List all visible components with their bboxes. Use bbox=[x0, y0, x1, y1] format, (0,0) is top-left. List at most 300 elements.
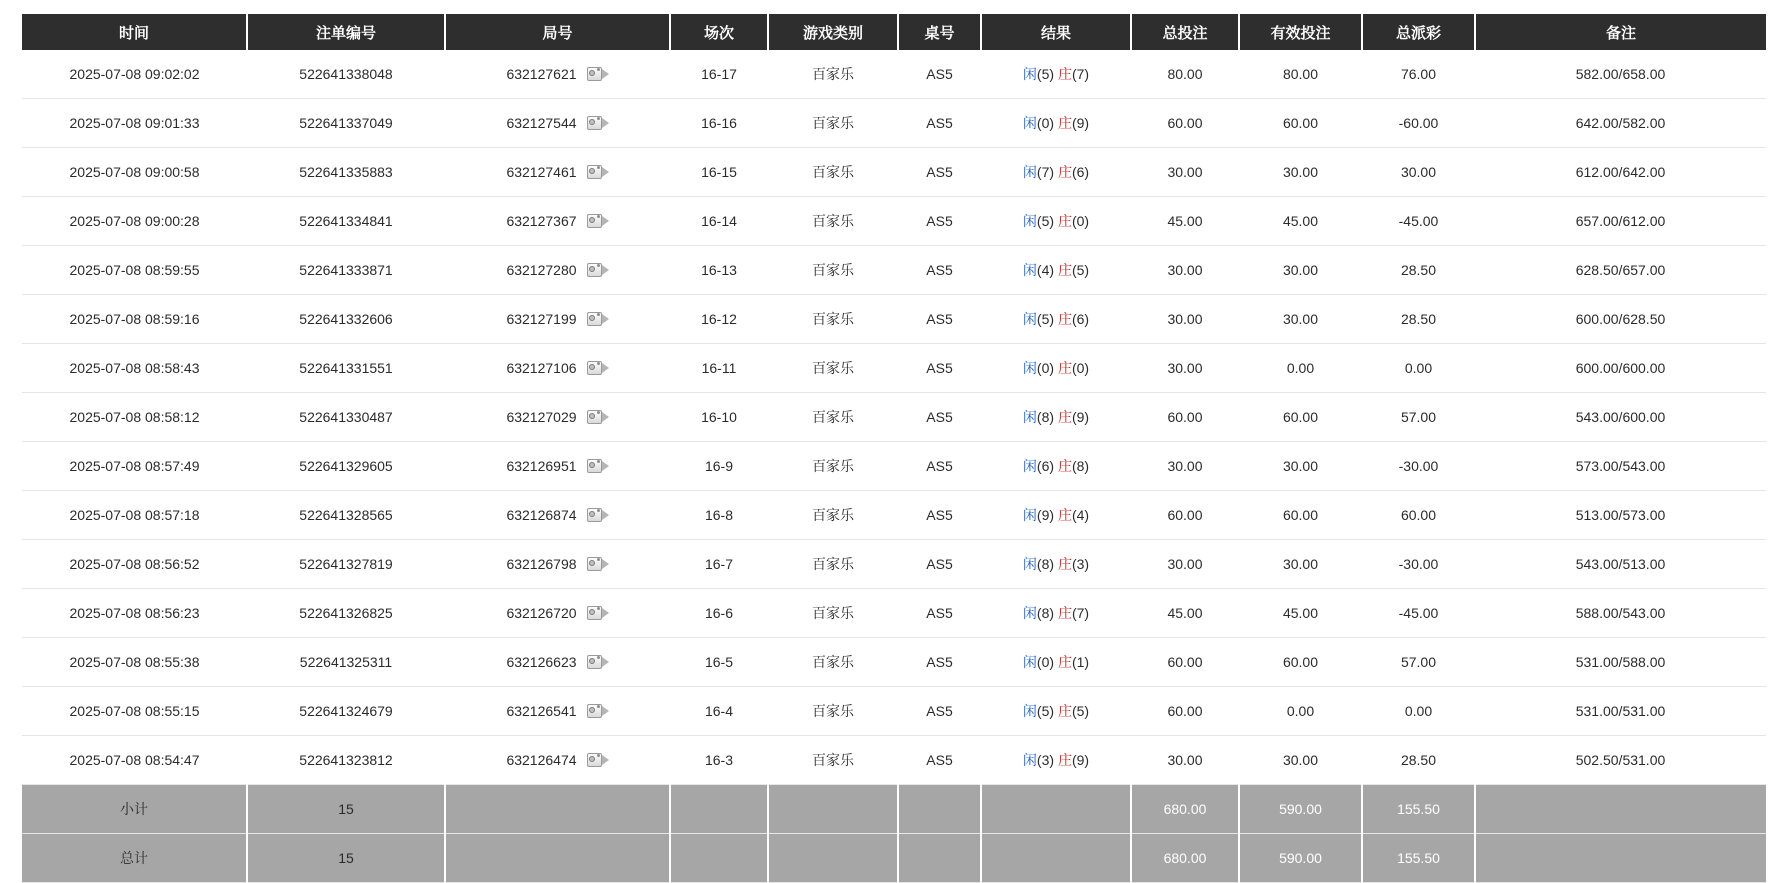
cell-order-no: 522641326825 bbox=[247, 589, 445, 638]
cell-session: 16-9 bbox=[670, 442, 768, 491]
round-no-label: 632127367 bbox=[506, 213, 577, 229]
result-player-label: 闲 bbox=[1022, 409, 1037, 425]
result-banker-value: (9) bbox=[1071, 752, 1090, 768]
cell-round-no bbox=[445, 246, 670, 295]
result-player-label: 闲 bbox=[1022, 262, 1037, 278]
result-player-value: (8) bbox=[1036, 556, 1055, 572]
subtotal-blank-round bbox=[445, 785, 670, 834]
result-player-label: 闲 bbox=[1022, 66, 1037, 82]
cell-remark: 657.00/612.00 bbox=[1475, 197, 1766, 246]
cell-remark: 642.00/582.00 bbox=[1475, 99, 1766, 148]
table-row[interactable] bbox=[22, 687, 1766, 736]
cell-round-no bbox=[445, 540, 670, 589]
result-banker-value: (7) bbox=[1071, 66, 1090, 82]
round-no-label: 632126623 bbox=[506, 654, 577, 670]
result-player-label: 闲 bbox=[1022, 115, 1037, 131]
cell-order-no: 522641327819 bbox=[247, 540, 445, 589]
round-no-label: 632126474 bbox=[506, 752, 577, 768]
cell-result bbox=[981, 148, 1131, 197]
cell-table-no: AS5 bbox=[898, 393, 981, 442]
round-cell bbox=[449, 653, 666, 671]
video-camera-icon[interactable] bbox=[587, 702, 609, 720]
round-cell bbox=[449, 457, 666, 475]
cell-round-no bbox=[445, 197, 670, 246]
result-banker-label: 庄 bbox=[1057, 311, 1072, 327]
table-row[interactable] bbox=[22, 344, 1766, 393]
cell-session: 16-6 bbox=[670, 589, 768, 638]
cell-result bbox=[981, 491, 1131, 540]
result-player-value: (7) bbox=[1036, 164, 1055, 180]
cell-round-no bbox=[445, 491, 670, 540]
cell-time: 2025-07-08 08:59:55 bbox=[22, 246, 247, 295]
result-banker-value: (7) bbox=[1071, 605, 1090, 621]
cell-round-no bbox=[445, 99, 670, 148]
video-camera-icon[interactable] bbox=[587, 457, 609, 475]
column-header-session[interactable]: 场次 bbox=[670, 14, 768, 50]
column-header-time[interactable]: 时间 bbox=[22, 14, 247, 50]
subtotal-total-payout: 155.50 bbox=[1362, 785, 1475, 834]
result-player-value: (8) bbox=[1036, 605, 1055, 621]
cell-game-type: 百家乐 bbox=[768, 99, 898, 148]
round-cell bbox=[449, 65, 666, 83]
round-cell bbox=[449, 114, 666, 132]
cell-total-bet: 60.00 bbox=[1131, 491, 1239, 540]
cell-round-no bbox=[445, 589, 670, 638]
result-player-value: (5) bbox=[1036, 311, 1055, 327]
cell-total-bet: 60.00 bbox=[1131, 687, 1239, 736]
video-camera-icon[interactable] bbox=[587, 163, 609, 181]
cell-result bbox=[981, 589, 1131, 638]
cell-valid-bet: 30.00 bbox=[1239, 148, 1362, 197]
round-no-label: 632127199 bbox=[506, 311, 577, 327]
cell-round-no bbox=[445, 736, 670, 785]
cell-order-no: 522641332606 bbox=[247, 295, 445, 344]
round-no-label: 632126720 bbox=[506, 605, 577, 621]
subtotal-row bbox=[22, 785, 1766, 834]
column-header-round-no[interactable]: 局号 bbox=[445, 14, 670, 50]
total-row bbox=[22, 834, 1766, 883]
result-player-label: 闲 bbox=[1022, 654, 1037, 670]
column-header-total-payout[interactable]: 总派彩 bbox=[1362, 14, 1475, 50]
table-row[interactable] bbox=[22, 50, 1766, 99]
cell-total-bet: 45.00 bbox=[1131, 589, 1239, 638]
cell-total-payout: -45.00 bbox=[1362, 589, 1475, 638]
result-banker-label: 庄 bbox=[1057, 752, 1072, 768]
round-no-label: 632127621 bbox=[506, 66, 577, 82]
cell-total-payout: 57.00 bbox=[1362, 638, 1475, 687]
result-player-label: 闲 bbox=[1022, 703, 1037, 719]
cell-session: 16-17 bbox=[670, 50, 768, 99]
result-player-value: (9) bbox=[1036, 507, 1055, 523]
round-cell bbox=[449, 702, 666, 720]
result-player-value: (0) bbox=[1036, 360, 1055, 376]
subtotal-blank-remark bbox=[1475, 785, 1766, 834]
cell-time: 2025-07-08 08:57:18 bbox=[22, 491, 247, 540]
cell-result bbox=[981, 638, 1131, 687]
cell-time: 2025-07-08 09:01:33 bbox=[22, 99, 247, 148]
column-header-order-no[interactable]: 注单编号 bbox=[247, 14, 445, 50]
cell-total-bet: 60.00 bbox=[1131, 638, 1239, 687]
result-banker-label: 庄 bbox=[1057, 213, 1072, 229]
cell-total-payout: -30.00 bbox=[1362, 442, 1475, 491]
video-camera-icon[interactable] bbox=[587, 408, 609, 426]
total-valid-bet: 590.00 bbox=[1239, 834, 1362, 883]
result-banker-value: (4) bbox=[1071, 507, 1090, 523]
cell-time: 2025-07-08 09:00:28 bbox=[22, 197, 247, 246]
video-camera-icon[interactable] bbox=[587, 506, 609, 524]
result-player-label: 闲 bbox=[1022, 164, 1037, 180]
total-blank-round bbox=[445, 834, 670, 883]
cell-valid-bet: 0.00 bbox=[1239, 344, 1362, 393]
result-player-label: 闲 bbox=[1022, 360, 1037, 376]
cell-table-no: AS5 bbox=[898, 687, 981, 736]
cell-session: 16-7 bbox=[670, 540, 768, 589]
cell-valid-bet: 60.00 bbox=[1239, 393, 1362, 442]
cell-table-no: AS5 bbox=[898, 197, 981, 246]
cell-game-type: 百家乐 bbox=[768, 736, 898, 785]
subtotal-blank-gametype bbox=[768, 785, 898, 834]
cell-table-no: AS5 bbox=[898, 148, 981, 197]
cell-remark: 543.00/513.00 bbox=[1475, 540, 1766, 589]
cell-remark: 531.00/531.00 bbox=[1475, 687, 1766, 736]
result-player-label: 闲 bbox=[1022, 213, 1037, 229]
cell-remark: 573.00/543.00 bbox=[1475, 442, 1766, 491]
result-banker-value: (3) bbox=[1071, 556, 1090, 572]
result-player-value: (5) bbox=[1036, 703, 1055, 719]
cell-round-no bbox=[445, 638, 670, 687]
cell-total-bet: 80.00 bbox=[1131, 50, 1239, 99]
cell-valid-bet: 30.00 bbox=[1239, 295, 1362, 344]
cell-total-bet: 60.00 bbox=[1131, 393, 1239, 442]
cell-total-bet: 30.00 bbox=[1131, 246, 1239, 295]
table-row[interactable] bbox=[22, 197, 1766, 246]
cell-total-payout: -30.00 bbox=[1362, 540, 1475, 589]
result-banker-label: 庄 bbox=[1057, 654, 1072, 670]
total-total-payout: 155.50 bbox=[1362, 834, 1475, 883]
table-header bbox=[22, 14, 1766, 50]
round-no-label: 632127544 bbox=[506, 115, 577, 131]
cell-table-no: AS5 bbox=[898, 295, 981, 344]
column-header-game-type[interactable]: 游戏类别 bbox=[768, 14, 898, 50]
cell-valid-bet: 60.00 bbox=[1239, 491, 1362, 540]
cell-round-no bbox=[445, 344, 670, 393]
cell-order-no: 522641325311 bbox=[247, 638, 445, 687]
column-header-result[interactable]: 结果 bbox=[981, 14, 1131, 50]
round-cell bbox=[449, 261, 666, 279]
round-cell bbox=[449, 212, 666, 230]
table-row[interactable] bbox=[22, 442, 1766, 491]
result-banker-label: 庄 bbox=[1057, 115, 1072, 131]
cell-valid-bet: 30.00 bbox=[1239, 442, 1362, 491]
result-banker-value: (0) bbox=[1071, 213, 1090, 229]
cell-valid-bet: 45.00 bbox=[1239, 197, 1362, 246]
result-banker-value: (1) bbox=[1071, 654, 1090, 670]
cell-remark: 543.00/600.00 bbox=[1475, 393, 1766, 442]
result-banker-value: (9) bbox=[1071, 115, 1090, 131]
cell-time: 2025-07-08 08:55:15 bbox=[22, 687, 247, 736]
result-banker-value: (6) bbox=[1071, 164, 1090, 180]
cell-result bbox=[981, 442, 1131, 491]
cell-game-type: 百家乐 bbox=[768, 589, 898, 638]
cell-total-payout: 76.00 bbox=[1362, 50, 1475, 99]
cell-valid-bet: 30.00 bbox=[1239, 736, 1362, 785]
round-no-label: 632126874 bbox=[506, 507, 577, 523]
round-cell bbox=[449, 163, 666, 181]
result-banker-label: 庄 bbox=[1057, 262, 1072, 278]
cell-game-type: 百家乐 bbox=[768, 393, 898, 442]
result-banker-label: 庄 bbox=[1057, 556, 1072, 572]
cell-total-bet: 30.00 bbox=[1131, 442, 1239, 491]
cell-table-no: AS5 bbox=[898, 50, 981, 99]
cell-result bbox=[981, 736, 1131, 785]
cell-valid-bet: 80.00 bbox=[1239, 50, 1362, 99]
table-row[interactable] bbox=[22, 638, 1766, 687]
table-row[interactable] bbox=[22, 736, 1766, 785]
cell-valid-bet: 30.00 bbox=[1239, 540, 1362, 589]
video-camera-icon[interactable] bbox=[587, 212, 609, 230]
cell-remark: 600.00/600.00 bbox=[1475, 344, 1766, 393]
cell-session: 16-15 bbox=[670, 148, 768, 197]
cell-table-no: AS5 bbox=[898, 491, 981, 540]
round-cell bbox=[449, 310, 666, 328]
table-row[interactable] bbox=[22, 246, 1766, 295]
cell-remark: 502.50/531.00 bbox=[1475, 736, 1766, 785]
cell-total-payout: 0.00 bbox=[1362, 344, 1475, 393]
result-banker-label: 庄 bbox=[1057, 164, 1072, 180]
column-header-total-bet[interactable]: 总投注 bbox=[1131, 14, 1239, 50]
cell-total-bet: 30.00 bbox=[1131, 344, 1239, 393]
cell-result bbox=[981, 295, 1131, 344]
round-no-label: 632127029 bbox=[506, 409, 577, 425]
round-no-label: 632127280 bbox=[506, 262, 577, 278]
bet-history-table bbox=[22, 14, 1766, 883]
cell-table-no: AS5 bbox=[898, 246, 981, 295]
total-blank-gametype bbox=[768, 834, 898, 883]
cell-time: 2025-07-08 09:02:02 bbox=[22, 50, 247, 99]
cell-total-payout: 28.50 bbox=[1362, 736, 1475, 785]
total-blank-remark bbox=[1475, 834, 1766, 883]
cell-time: 2025-07-08 08:54:47 bbox=[22, 736, 247, 785]
video-camera-icon[interactable] bbox=[587, 653, 609, 671]
cell-result bbox=[981, 393, 1131, 442]
cell-session: 16-12 bbox=[670, 295, 768, 344]
cell-result bbox=[981, 540, 1131, 589]
cell-order-no: 522641338048 bbox=[247, 50, 445, 99]
cell-total-payout: 28.50 bbox=[1362, 246, 1475, 295]
video-camera-icon[interactable] bbox=[587, 261, 609, 279]
column-header-table-no[interactable]: 桌号 bbox=[898, 14, 981, 50]
subtotal-label: 小计 bbox=[22, 785, 247, 834]
cell-time: 2025-07-08 08:56:23 bbox=[22, 589, 247, 638]
cell-total-payout: -60.00 bbox=[1362, 99, 1475, 148]
cell-order-no: 522641333871 bbox=[247, 246, 445, 295]
round-no-label: 632126541 bbox=[506, 703, 577, 719]
cell-result bbox=[981, 344, 1131, 393]
total-blank-session bbox=[670, 834, 768, 883]
subtotal-valid-bet: 590.00 bbox=[1239, 785, 1362, 834]
cell-total-payout: 60.00 bbox=[1362, 491, 1475, 540]
cell-table-no: AS5 bbox=[898, 442, 981, 491]
cell-time: 2025-07-08 08:58:12 bbox=[22, 393, 247, 442]
cell-remark: 582.00/658.00 bbox=[1475, 50, 1766, 99]
cell-time: 2025-07-08 08:58:43 bbox=[22, 344, 247, 393]
result-player-label: 闲 bbox=[1022, 556, 1037, 572]
total-label: 总计 bbox=[22, 834, 247, 883]
cell-game-type: 百家乐 bbox=[768, 295, 898, 344]
cell-result bbox=[981, 50, 1131, 99]
cell-total-payout: -45.00 bbox=[1362, 197, 1475, 246]
result-player-label: 闲 bbox=[1022, 605, 1037, 621]
round-cell bbox=[449, 604, 666, 622]
cell-table-no: AS5 bbox=[898, 99, 981, 148]
result-banker-label: 庄 bbox=[1057, 409, 1072, 425]
cell-time: 2025-07-08 08:55:38 bbox=[22, 638, 247, 687]
table-row[interactable] bbox=[22, 589, 1766, 638]
video-camera-icon[interactable] bbox=[587, 65, 609, 83]
cell-session: 16-16 bbox=[670, 99, 768, 148]
cell-game-type: 百家乐 bbox=[768, 246, 898, 295]
cell-total-bet: 45.00 bbox=[1131, 197, 1239, 246]
cell-table-no: AS5 bbox=[898, 540, 981, 589]
cell-remark: 628.50/657.00 bbox=[1475, 246, 1766, 295]
result-player-label: 闲 bbox=[1022, 752, 1037, 768]
table-body bbox=[22, 50, 1766, 883]
cell-remark: 531.00/588.00 bbox=[1475, 638, 1766, 687]
cell-order-no: 522641337049 bbox=[247, 99, 445, 148]
cell-result bbox=[981, 99, 1131, 148]
cell-game-type: 百家乐 bbox=[768, 197, 898, 246]
cell-session: 16-10 bbox=[670, 393, 768, 442]
subtotal-blank-table bbox=[898, 785, 981, 834]
cell-table-no: AS5 bbox=[898, 736, 981, 785]
result-player-value: (3) bbox=[1036, 752, 1055, 768]
cell-time: 2025-07-08 08:59:16 bbox=[22, 295, 247, 344]
video-camera-icon[interactable] bbox=[587, 555, 609, 573]
cell-order-no: 522641328565 bbox=[247, 491, 445, 540]
cell-time: 2025-07-08 08:57:49 bbox=[22, 442, 247, 491]
cell-game-type: 百家乐 bbox=[768, 442, 898, 491]
result-banker-value: (6) bbox=[1071, 311, 1090, 327]
column-header-valid-bet[interactable]: 有效投注 bbox=[1239, 14, 1362, 50]
total-blank-table bbox=[898, 834, 981, 883]
subtotal-count: 15 bbox=[247, 785, 445, 834]
cell-table-no: AS5 bbox=[898, 344, 981, 393]
cell-valid-bet: 45.00 bbox=[1239, 589, 1362, 638]
table-row[interactable] bbox=[22, 491, 1766, 540]
result-player-label: 闲 bbox=[1022, 311, 1037, 327]
result-banker-label: 庄 bbox=[1057, 507, 1072, 523]
result-banker-value: (5) bbox=[1071, 262, 1090, 278]
cell-total-payout: 0.00 bbox=[1362, 687, 1475, 736]
table-row[interactable] bbox=[22, 540, 1766, 589]
cell-session: 16-4 bbox=[670, 687, 768, 736]
video-camera-icon[interactable] bbox=[587, 751, 609, 769]
cell-table-no: AS5 bbox=[898, 638, 981, 687]
result-player-value: (6) bbox=[1036, 458, 1055, 474]
result-player-label: 闲 bbox=[1022, 458, 1037, 474]
video-camera-icon[interactable] bbox=[587, 114, 609, 132]
cell-total-bet: 30.00 bbox=[1131, 736, 1239, 785]
header-row bbox=[22, 14, 1766, 50]
cell-total-bet: 30.00 bbox=[1131, 295, 1239, 344]
result-player-value: (0) bbox=[1036, 654, 1055, 670]
cell-total-payout: 30.00 bbox=[1362, 148, 1475, 197]
round-cell bbox=[449, 408, 666, 426]
total-blank-result bbox=[981, 834, 1131, 883]
cell-round-no bbox=[445, 393, 670, 442]
cell-session: 16-14 bbox=[670, 197, 768, 246]
subtotal-total-bet: 680.00 bbox=[1131, 785, 1239, 834]
table-row[interactable] bbox=[22, 295, 1766, 344]
result-player-value: (5) bbox=[1036, 66, 1055, 82]
cell-time: 2025-07-08 09:00:58 bbox=[22, 148, 247, 197]
result-banker-value: (0) bbox=[1071, 360, 1090, 376]
cell-result bbox=[981, 197, 1131, 246]
cell-round-no bbox=[445, 50, 670, 99]
table-row[interactable] bbox=[22, 148, 1766, 197]
result-player-value: (4) bbox=[1036, 262, 1055, 278]
cell-valid-bet: 0.00 bbox=[1239, 687, 1362, 736]
result-banker-label: 庄 bbox=[1057, 66, 1072, 82]
result-banker-value: (8) bbox=[1071, 458, 1090, 474]
round-cell bbox=[449, 506, 666, 524]
cell-order-no: 522641330487 bbox=[247, 393, 445, 442]
table-row[interactable] bbox=[22, 99, 1766, 148]
cell-game-type: 百家乐 bbox=[768, 687, 898, 736]
result-banker-label: 庄 bbox=[1057, 703, 1072, 719]
cell-total-payout: 28.50 bbox=[1362, 295, 1475, 344]
cell-order-no: 522641334841 bbox=[247, 197, 445, 246]
cell-game-type: 百家乐 bbox=[768, 344, 898, 393]
round-cell bbox=[449, 555, 666, 573]
result-player-label: 闲 bbox=[1022, 507, 1037, 523]
result-banker-value: (5) bbox=[1071, 703, 1090, 719]
video-camera-icon[interactable] bbox=[587, 604, 609, 622]
round-no-label: 632127106 bbox=[506, 360, 577, 376]
cell-remark: 588.00/543.00 bbox=[1475, 589, 1766, 638]
cell-remark: 513.00/573.00 bbox=[1475, 491, 1766, 540]
cell-time: 2025-07-08 08:56:52 bbox=[22, 540, 247, 589]
column-header-remark[interactable]: 备注 bbox=[1475, 14, 1766, 50]
cell-total-bet: 30.00 bbox=[1131, 540, 1239, 589]
cell-session: 16-11 bbox=[670, 344, 768, 393]
cell-remark: 600.00/628.50 bbox=[1475, 295, 1766, 344]
cell-valid-bet: 60.00 bbox=[1239, 99, 1362, 148]
cell-round-no bbox=[445, 148, 670, 197]
total-count: 15 bbox=[247, 834, 445, 883]
cell-valid-bet: 30.00 bbox=[1239, 246, 1362, 295]
cell-session: 16-13 bbox=[670, 246, 768, 295]
result-banker-label: 庄 bbox=[1057, 360, 1072, 376]
video-camera-icon[interactable] bbox=[587, 310, 609, 328]
video-camera-icon[interactable] bbox=[587, 359, 609, 377]
cell-order-no: 522641324679 bbox=[247, 687, 445, 736]
cell-valid-bet: 60.00 bbox=[1239, 638, 1362, 687]
round-cell bbox=[449, 751, 666, 769]
cell-order-no: 522641323812 bbox=[247, 736, 445, 785]
table-row[interactable] bbox=[22, 393, 1766, 442]
cell-game-type: 百家乐 bbox=[768, 50, 898, 99]
round-cell bbox=[449, 359, 666, 377]
cell-order-no: 522641335883 bbox=[247, 148, 445, 197]
result-player-value: (5) bbox=[1036, 213, 1055, 229]
cell-table-no: AS5 bbox=[898, 589, 981, 638]
cell-order-no: 522641329605 bbox=[247, 442, 445, 491]
total-total-bet: 680.00 bbox=[1131, 834, 1239, 883]
round-no-label: 632126951 bbox=[506, 458, 577, 474]
subtotal-blank-result bbox=[981, 785, 1131, 834]
cell-total-bet: 60.00 bbox=[1131, 99, 1239, 148]
